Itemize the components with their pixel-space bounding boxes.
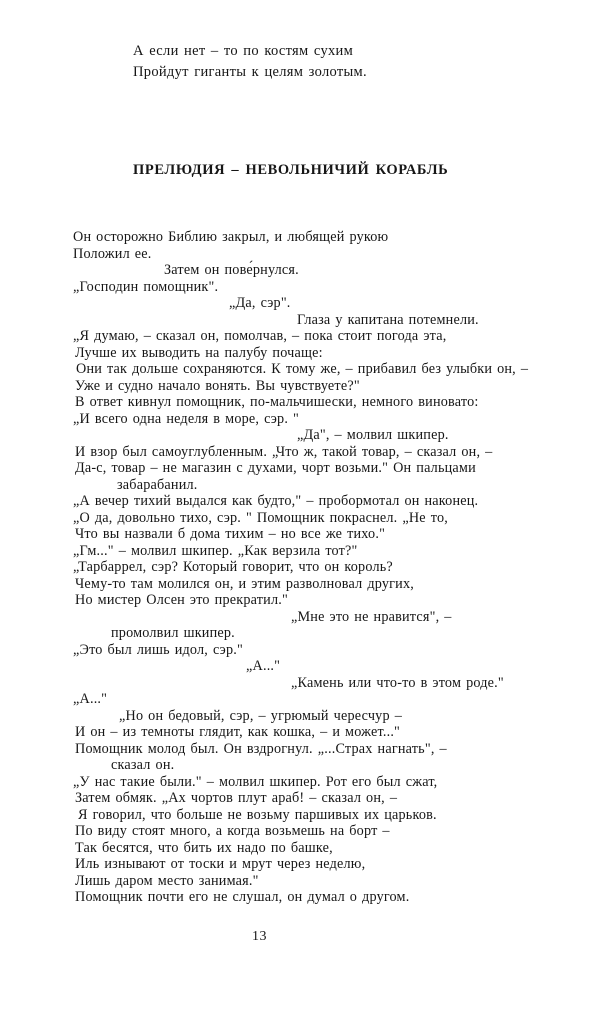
epigraph-line: Пройдут гиганты к целям золотым. <box>133 64 367 80</box>
poem-line: „Господин помощник". <box>73 278 219 295</box>
poem-line: „О да, довольно тихо, сэр. " Помощник покраснел. „Не то, <box>73 509 448 526</box>
poem-line: промолвил шкипер. <box>111 625 235 641</box>
poem-line: Он осторожно Библию закрыл, и любящей рукою <box>73 229 389 245</box>
poem-line: Но мистер Олсен это прекратил." <box>75 592 288 608</box>
poem-line: „Да", – молвил шкипер. <box>297 427 449 443</box>
poem-line: Затем обмяк. „Ах чортов плут араб! – сказал он, – <box>75 790 398 806</box>
poem-line: „А вечер тихий выдался как будто," – пробормотал он наконец. <box>73 493 479 509</box>
epigraph <box>133 41 367 83</box>
poem-line: „Тарбаррел, сэр? Который говорит, что он король? <box>73 559 393 575</box>
poem-line: Лишь даром место занимая." <box>75 872 259 889</box>
poem-line: И он – из темноты глядит, как кошка, – и может..." <box>75 724 401 740</box>
poem-line: Иль изнывают от тоски и мрут через неделю, <box>75 856 366 872</box>
poem-line: Так бесятся, что бить их надо по башке, <box>75 839 333 856</box>
poem-line: Я говорил, что больше не возьму паршивых их царьков. <box>78 806 437 823</box>
epigraph-line: А если нет – то по костям сухим <box>133 43 354 59</box>
poem-line: Помощник почти его не слушал, он думал о другом. <box>75 889 410 905</box>
poem-line: „Мне это не нравится", – <box>291 608 452 625</box>
poem-line: Чему-то там молился он, и этим разволновал других, <box>75 575 414 592</box>
poem-line: И взор был самоуглубленным. „Что ж, такой товар, – сказал он, – <box>75 443 493 460</box>
page-number: 13 <box>252 929 267 944</box>
poem-line: „Да, сэр". <box>229 295 291 311</box>
poem-line: „Это был лишь идол, сэр." <box>73 641 243 658</box>
chapter-heading: ПРЕЛЮДИЯ – НЕВОЛЬНИЧИЙ КОРАБЛЬ <box>133 162 449 178</box>
poem-line: Уже и судно начало вонять. Вы чувствуете?" <box>75 377 360 394</box>
poem-line: „Гм..." – молвил шкипер. „Как верзила тот?" <box>73 542 358 559</box>
poem-line: „А..." <box>73 691 108 707</box>
poem-line: Лучше их выводить на палубу почаще: <box>75 344 323 361</box>
poem-line: Помощник молод был. Он вздрогнул. „...Страх нагнать", – <box>75 740 447 757</box>
poem-line: В ответ кивнул помощник, по-мальчишески, немного виновато: <box>75 394 479 410</box>
poem-line: „У нас такие были." – молвил шкипер. Рот его был сжат, <box>73 773 438 790</box>
poem-line: По виду стоят много, а когда возьмешь на борт – <box>75 823 390 839</box>
poem-line: „Камень или что-то в этом роде." <box>291 674 504 691</box>
poem-line: „Но он бедовый, сэр, – угрюмый чересчур – <box>119 707 402 724</box>
poem-line: „А..." <box>246 658 281 674</box>
poem-line: сказал он. <box>111 757 175 773</box>
poem-line: Глаза у капитана потемнели. <box>297 311 479 328</box>
poem-body <box>73 229 528 906</box>
poem-line: Затем он пове́рнулся. <box>164 262 299 278</box>
poem-line: забарабанил. <box>117 476 198 493</box>
poem-line: „И всего одна неделя в море, сэр. " <box>73 410 300 427</box>
poem-line: Что вы назвали б дома тихим – но все же тихо." <box>75 526 386 542</box>
poem-line: „Я думаю, – сказал он, помолчав, – пока стоит погода эта, <box>73 328 447 344</box>
poem-line: Да-с, товар – не магазин с духами, чорт возьми." Он пальцами <box>75 460 476 476</box>
poem-line: Они так дольше сохраняются. К тому же, – прибавил без улыбки он, – <box>76 361 529 377</box>
poem-line: Положил ее. <box>73 245 152 262</box>
